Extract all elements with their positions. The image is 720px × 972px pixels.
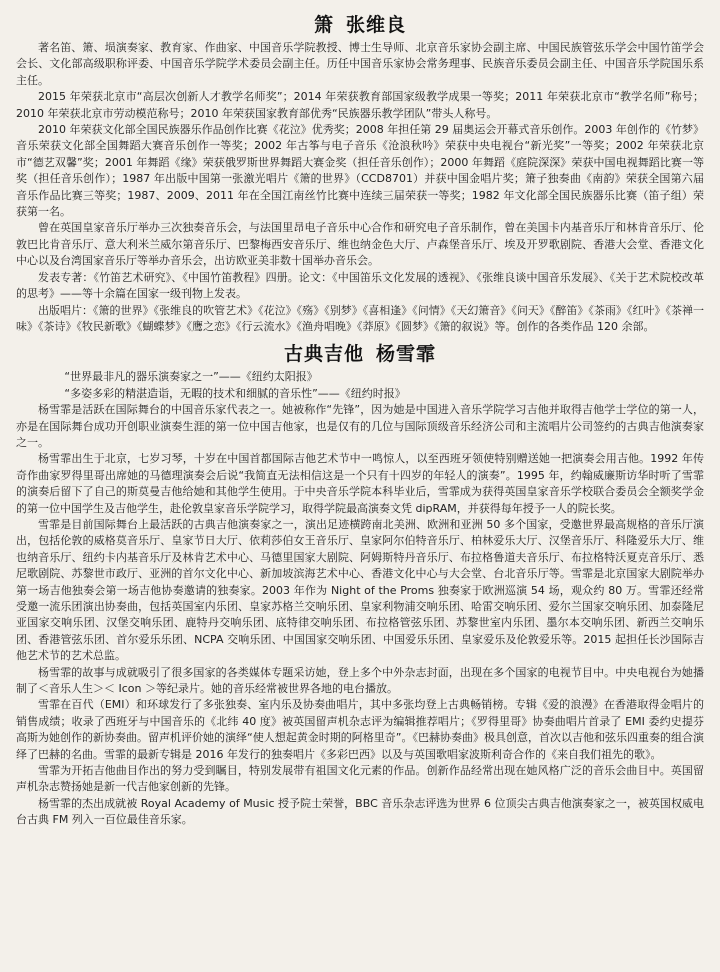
paragraph: 雪霏是目前国际舞台上最活跃的古典吉他演奏家之一，演出足迹横跨南北美洲、欧洲和亚洲 50 多个国家，受邀世界最高规格的音乐厅演出，包括伦敦的威格莫音乐厅、皇家节日大厅、依莉莎伯女王音乐厅、皇家阿尔伯特音乐厅、柏林爱乐大厅、汉堡音乐厅、科隆爱乐大厅、维也纳音乐厅、纽约卡内基音乐厅及林肯艺术中心、马德里国家大剧院、阿姆斯特丹音乐厅、布拉格鲁道夫音乐厅、布拉格特沃夏克音乐厅、悉尼歌剧院、苏黎世市政厅、亚洲的首尔文化中心、新加坡滨海艺术中心、香港文化中心与大会堂、台北音乐厅等。雪霏是北京国家大剧院举办第一场吉他独奏会第一场吉他协奏邀请的独奏家。2003 年作为 Night of the Proms 独奏家于欧洲巡演 54 场，观众约 80 万。雪霏还经常受邀一流乐团演出协奏曲，包括英国室内乐团、皇家苏格兰交响乐团、皇家利物浦交响乐团、哈雷交响乐团、爱尔兰国家交响乐团、加泰隆尼亚国家交响乐团、汉堡交响乐团、鹿特丹交响乐团、底特律交响乐团、布拉格管弦乐团、苏黎世室内乐团、墨尔本交响乐团、新西兰交响乐团、香港管弦乐团、首尔爱乐乐团、NCPA 交响乐团、中国国家交响乐团、中国爱乐乐团、皇家爱乐及伦敦爱乐等。2015 起担任长沙国际吉他艺术节的艺术总监。	[16, 517, 704, 663]
paragraph: 出版唱片：《箫的世界》《张维良的吹管艺术》《花泣》《殇》《别梦》《喜相逢》《问情》《天幻箫音》《问天》《醉笛》《茶雨》《红叶》《茶禅一味》《茶诗》《牧民新歌》《蝴蝶梦》《鹰之恋》《行云流水》《渔舟唱晚》《莽原》《圆梦》《箫的叙说》等。创作的各类作品 120 余部。	[16, 303, 704, 333]
paragraph: 杨雪霏出生于北京，七岁习琴，十岁在中国首都国际吉他艺术节中一鸣惊人，以至西班牙领使特别赠送她一把演奏会用吉他。1992 年传奇作曲家罗得里哥出席她的马德理演奏会后说“我简直无法相信这是一个只有十四岁的年轻人的演奏”。1995 年，约翰威廉斯访华时听了雪霏的演奏后留下了自己的斯莫曼吉他给她和其他学生使用。于中央音乐学院本科毕业后，雪霏成为获得英国皇家音乐学校联合委员会全额奖学金的第一位中国学生及吉他学生，赴伦敦皇家音乐学院学习，取得学院最高演奏文凭 dipRAM，并获得每年授予一人的院长奖。	[16, 452, 704, 515]
section-title	[16, 341, 704, 369]
paragraph: 雪霏为开拓吉他曲目作出的努力受到瞩目，特别发展带有祖国文化元素的作品。创新作品经常出现在她风格广泛的音乐会曲目中。英国留声机杂志赞扬她是新一代吉他家创新的先锋。	[16, 764, 704, 794]
title-name: 张维良	[346, 14, 407, 36]
press-quote: “多姿多彩的精湛造诣，无暇的技术和细腻的音乐性”——《纽约时报》	[64, 386, 406, 400]
paragraph: 杨雪霏的杰出成就被 Royal Academy of Music 授予院士荣誉，BBC 音乐杂志评选为世界 6 位顶尖古典吉他演奏家之一，被英国权威电台古典 FM 列入一百位最佳音乐家。	[16, 796, 704, 827]
paragraph: 发表专著：《竹笛艺术研究》、《中国竹笛教程》四册。论文：《中国笛乐文化发展的透视》、《张维良谈中国音乐发展》、《关于艺术院校改革的思考》——等十余篇在国家一级刊物上发表。	[16, 270, 704, 301]
paragraph: 雪霏在百代（EMI）和环球发行了多张独奏、室内乐及协奏曲唱片，其中多张均登上古典畅销榜。专辑《爱的浪漫》在香港取得金唱片的销售成绩；收录了西班牙与中国音乐的《北纬 40 度》被英国留声机杂志评为编辑推荐唱片；《罗得里哥》协奏曲唱片首录了 EMI 委约史提芬高斯为她创作的新协奏曲。留声机评价她的演绎“使人想起黄金时期的阿格里奇”。《巴赫协奏曲》极具创意，首次以吉他和弦乐四重奏的组合演绎了巴赫的名曲。雪霏的最新专辑是 2016 年发行的独奏唱片《多彩巴西》以及与英国歌唱家波斯利奇合作的《来自我们祖先的歌》。	[16, 698, 704, 761]
section-yang-xuefei	[16, 341, 704, 828]
press-quote: “世界最非凡的器乐演奏家之一”——《纽约太阳报》	[64, 370, 318, 384]
title-instrument: 古典吉他	[283, 343, 364, 366]
section-zhang-weiliang	[16, 12, 704, 335]
paragraph: 杨雪霏是活跃在国际舞台的中国音乐家代表之一。她被称作“先锋”，因为她是中国进入音乐学院学习吉他并取得吉他学士学位的第一人，亦是在国际舞台成功开创职业演奏生涯的第一位中国吉他家，也是仅有的几位与国际顶级音乐经济公司和主流唱片公司签约的古典吉他演奏家之一。	[16, 403, 704, 449]
paragraph: 2010 年荣获文化部全国民族器乐作品创作比赛《花泣》优秀奖；2008 年担任第 29 届奥运会开幕式音乐创作。2003 年创作的《竹梦》音乐荣获文化部全国舞蹈大赛音乐创作一等奖；2002 年古筝与电子音乐《沧浪秋吟》荣获中央电视台“新光奖”一等奖；2002 年荣获北京市“德艺双馨”奖；2001 年舞蹈《缘》荣获俄罗斯世界舞蹈大赛金奖（担任音乐创作）；2000 年舞蹈《庭院深深》荣获中国电视舞蹈比赛一等奖（担任音乐创作）；1987 年出版中国第一张激光唱片《箫的世界》（CCD8701）并获中国金唱片奖；箫子独奏曲《南韵》荣获全国第六届音乐作品比赛三等奖；1987、2009、2011 年在全国江南丝竹比赛中连续三届荣获一等奖；1982 年文化部全国民族器乐比赛（笛子组）荣获第一名。	[16, 123, 704, 219]
section-title	[16, 12, 704, 40]
title-instrument: 箫	[313, 14, 334, 36]
title-name: 杨雪霏	[376, 343, 437, 366]
paragraph: 著名笛、箫、埙演奏家、教育家、作曲家、中国音乐学院教授、博士生导师、北京音乐家协会副主席、中国民族管弦乐学会中国竹笛学会会长、文化部高级职称评委、中国音乐学院学术委员会副主任。历任中国音乐家协会常务理事、民族音乐委员会副主任、中国音乐学院国乐系主任。	[16, 41, 704, 87]
paragraph: 2015 年荣获北京市“高层次创新人才教学名师奖”；2014 年荣获教育部国家级教学成果一等奖；2011 年荣获北京市“教学名师”称号；2010 年荣获北京市劳动模范称号；2010 年荣获国家教育部优秀“民族器乐教学团队”带头人称号。	[16, 90, 704, 120]
paragraph: 杨雪霏的故事与成就吸引了很多国家的各类媒体专题采访她，登上多个中外杂志封面，出现在多个国家的电视节目中。中央电视台为她播制了＜音乐人生＞＜ Icon ＞等纪录片。她的音乐经常被世界各地的电台播放。	[16, 665, 704, 696]
paragraph: 曾在英国皇家音乐厅举办三次独奏音乐会，与法国里昂电子音乐中心合作和研究电子音乐制作，曾在美国卡内基音乐厅和林肯音乐厅、伦敦巴比肯音乐厅、意大利米兰威尔第音乐厅、巴黎梅西安音乐厅、维也纳金色大厅、卢森堡音乐厅、埃及开罗歌剧院、香港大会堂、香港文化中心以及台湾国家音乐厅等举办音乐会，出访欧亚美非数十国举办音乐会。	[16, 221, 704, 268]
